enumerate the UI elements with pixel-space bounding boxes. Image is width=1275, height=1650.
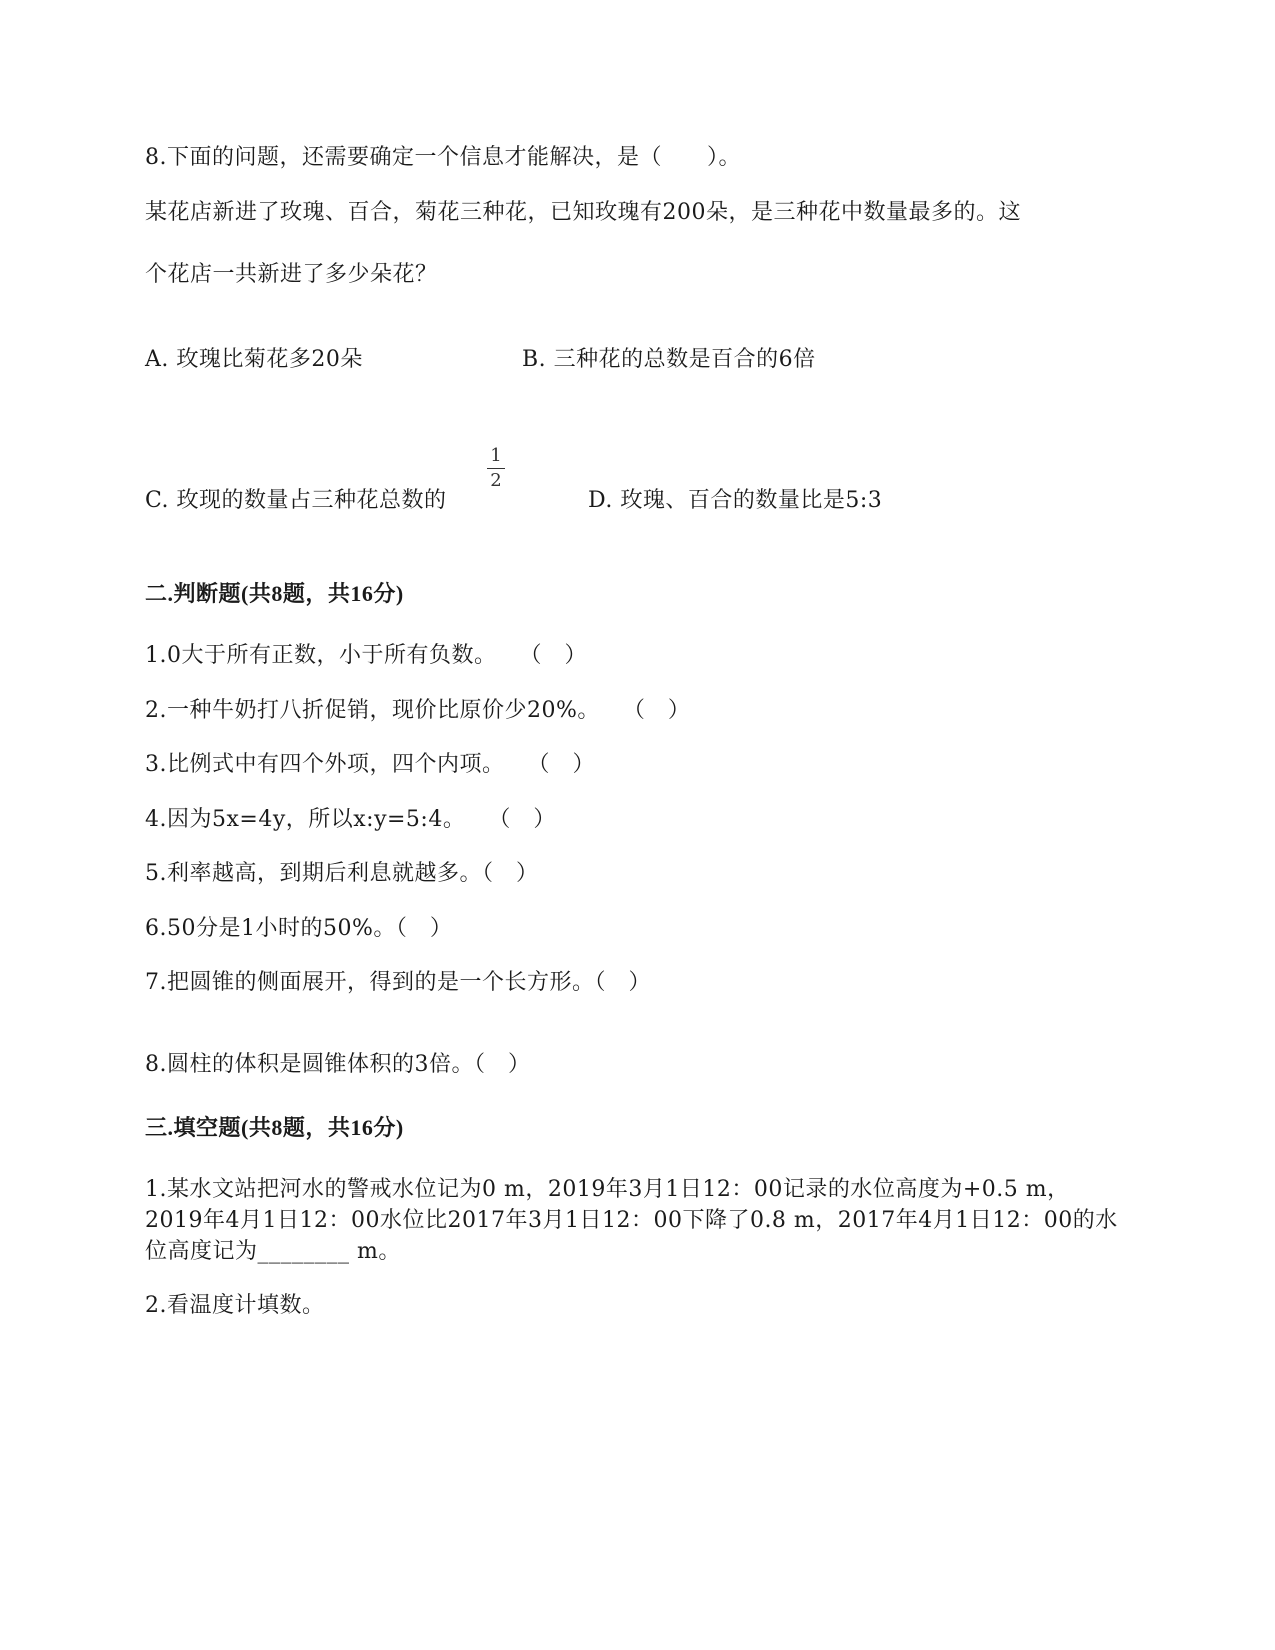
tf-item-3: 3.比例式中有四个外项，四个内项。 （ ） xyxy=(145,752,595,777)
fill-q1-line-3: 位高度记为________ m。 xyxy=(145,1239,401,1264)
tf-item-1: 1.0大于所有正数，小于所有负数。 （ ） xyxy=(145,643,587,668)
option-c-fraction xyxy=(484,446,508,491)
option-b: B. 三种花的总数是百合的6倍 xyxy=(522,347,816,372)
fraction-denominator: 2 xyxy=(490,470,502,491)
tf-item-6: 6.50分是1小时的50%。（ ） xyxy=(145,916,453,941)
tf-item-8: 8.圆柱的体积是圆锥体积的3倍。（ ） xyxy=(145,1052,531,1077)
tf-item-4: 4.因为5x=4y，所以x:y=5:4。 （ ） xyxy=(145,807,556,832)
option-a: A. 玫瑰比菊花多20朵 xyxy=(145,347,363,372)
option-c: C. 玫现的数量占三种花总数的 xyxy=(145,488,447,513)
question-8-problem-line-2: 个花店一共新进了多少朵花？ xyxy=(145,262,438,287)
fill-q1-line-2: 2019年4月1日12：00水位比2017年3月1日12：00下降了0.8 m，2017年4月1日12：00的水 xyxy=(145,1208,1118,1233)
fraction-numerator: 1 xyxy=(490,445,502,466)
fraction-bar xyxy=(487,468,505,469)
question-8-problem-line-1: 某花店新进了玫瑰、百合，菊花三种花，已知玫瑰有200朵，是三种花中数量最多的。这 xyxy=(145,200,1021,225)
tf-item-7: 7.把圆锥的侧面展开，得到的是一个长方形。（ ） xyxy=(145,970,651,995)
tf-item-5: 5.利率越高，到期后利息就越多。（ ） xyxy=(145,861,539,886)
option-d: D. 玫瑰、百合的数量比是5:3 xyxy=(588,488,883,513)
section-2-title: 二.判断题(共8题，共16分) xyxy=(145,581,404,606)
section-3-title: 三.填空题(共8题，共16分) xyxy=(145,1115,404,1140)
tf-item-2: 2.一种牛奶打八折促销，现价比原价少20%。 （ ） xyxy=(145,698,691,723)
fill-q1-line-1: 1.某水文站把河水的警戒水位记为0 m，2019年3月1日12：00记录的水位高度为+0.5 m， xyxy=(145,1177,1070,1202)
question-8-stem: 8.下面的问题，还需要确定一个信息才能解决，是（ ）。 xyxy=(145,145,741,170)
fill-q2: 2.看温度计填数。 xyxy=(145,1293,325,1318)
